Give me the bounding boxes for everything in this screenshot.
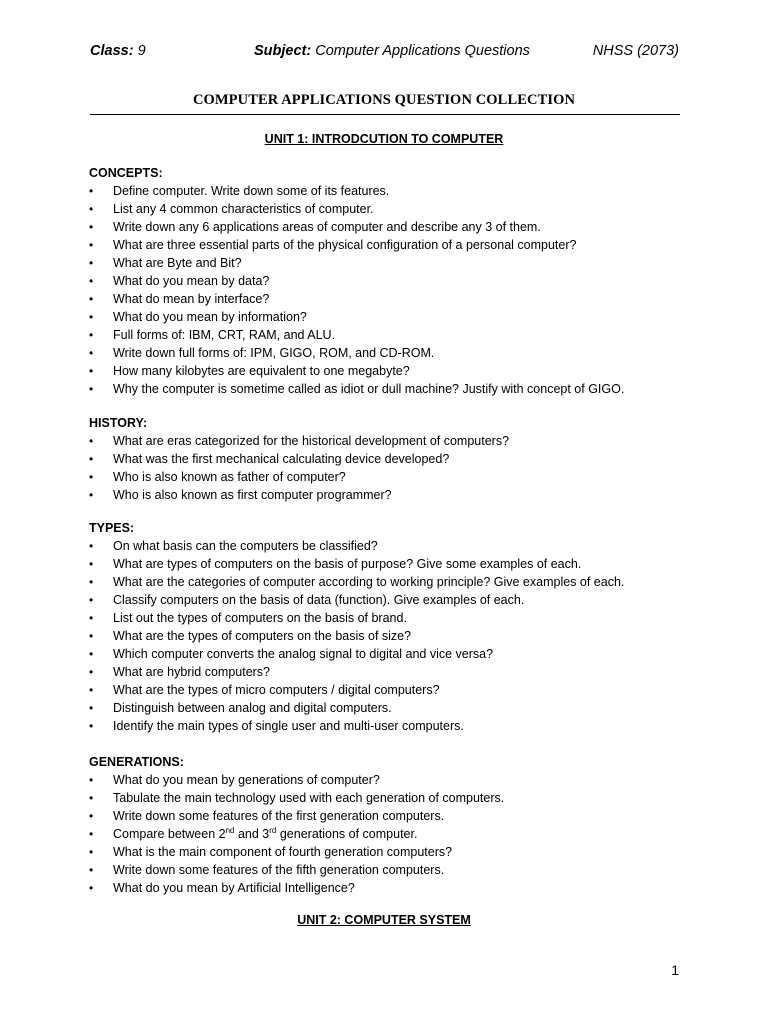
unit-1-heading — [0, 132, 768, 146]
bullet-icon: • — [89, 434, 94, 448]
list-item — [89, 609, 689, 627]
ordinal-suffix: nd — [225, 825, 235, 835]
bullet-icon: • — [89, 665, 94, 679]
question-text: What are the types of computers on the basis of size? — [113, 629, 412, 643]
list-item — [89, 807, 689, 825]
class-value: 9 — [137, 43, 146, 59]
list-item — [89, 344, 689, 362]
question-text: Which computer converts the analog signal to digital and vice versa? — [113, 647, 494, 661]
bullet-icon: • — [89, 364, 94, 378]
question-text: Tabulate the main technology used with each generation of computers. — [113, 791, 505, 805]
bullet-icon: • — [89, 346, 94, 360]
question-text: Who is also known as father of computer? — [113, 470, 346, 484]
list-item — [89, 843, 689, 861]
list-item — [89, 537, 689, 555]
question-text: Write down some features of the first generation computers. — [113, 809, 445, 823]
bullet-icon: • — [89, 452, 94, 466]
bullet-icon: • — [89, 184, 94, 198]
question-text-part: and 3 — [234, 827, 270, 841]
question-text: Write down full forms of: IPM, GIGO, ROM, and CD-ROM. — [113, 346, 435, 360]
question-text: Distinguish between analog and digital computers. — [113, 701, 392, 715]
question-text: How many kilobytes are equivalent to one megabyte? — [113, 364, 410, 378]
bullet-icon: • — [89, 328, 94, 342]
question-list — [89, 537, 689, 735]
unit-2-heading — [0, 913, 768, 927]
question-text: Define computer. Write down some of its features. — [113, 184, 390, 198]
list-item — [89, 717, 689, 735]
question-text: Classify computers on the basis of data (function). Give examples of each. — [113, 593, 525, 607]
section-heading: HISTORY: — [89, 416, 148, 430]
page-header — [90, 43, 679, 63]
bullet-icon: • — [89, 719, 94, 733]
question-text-part: generations of computer. — [276, 827, 418, 841]
unit-2-heading-text: UNIT 2: COMPUTER SYSTEM — [297, 913, 471, 927]
question-text: What do you mean by data? — [113, 274, 270, 288]
question-text: What do you mean by generations of computer? — [113, 773, 380, 787]
list-item — [89, 789, 689, 807]
question-text: What are the types of micro computers / digital computers? — [113, 683, 440, 697]
section-heading: GENERATIONS: — [89, 755, 184, 769]
list-item — [89, 290, 689, 308]
question-text: Why the computer is sometime called as idiot or dull machine? Justify with concept of GIGO. — [113, 382, 625, 396]
question-text-part: Compare between 2 — [113, 827, 226, 841]
list-item — [89, 681, 689, 699]
class-label: Class: — [90, 43, 134, 59]
list-item — [89, 432, 689, 450]
question-text: What was the first mechanical calculating device developed? — [113, 452, 450, 466]
list-item — [89, 573, 689, 591]
class-info — [90, 43, 146, 59]
bullet-icon: • — [89, 647, 94, 661]
list-item — [89, 308, 689, 326]
question-text: Write down some features of the fifth generation computers. — [113, 863, 445, 877]
bullet-icon: • — [89, 809, 94, 823]
question-text: What are hybrid computers? — [113, 665, 271, 679]
bullet-icon: • — [89, 220, 94, 234]
bullet-icon: • — [89, 701, 94, 715]
subject-value: Computer Applications Questions — [315, 43, 530, 59]
list-item — [89, 200, 689, 218]
bullet-icon: • — [89, 827, 94, 841]
bullet-icon: • — [89, 575, 94, 589]
subject-info — [254, 43, 530, 59]
question-text: Identify the main types of single user and multi-user computers. — [113, 719, 464, 733]
list-item — [89, 699, 689, 717]
list-item — [89, 825, 689, 843]
bullet-icon: • — [89, 539, 94, 553]
page-number: 1 — [671, 962, 679, 978]
list-item — [89, 879, 689, 897]
list-item — [89, 254, 689, 272]
bullet-icon: • — [89, 202, 94, 216]
question-text: List any 4 common characteristics of computer. — [113, 202, 374, 216]
bullet-icon: • — [89, 382, 94, 396]
bullet-icon: • — [89, 238, 94, 252]
list-item — [89, 771, 689, 789]
question-text: What are the categories of computer according to working principle? Give examples of each. — [113, 575, 625, 589]
bullet-icon: • — [89, 611, 94, 625]
list-item — [89, 486, 689, 504]
list-item — [89, 272, 689, 290]
unit-1-heading-text: UNIT 1: INTRODCUTION TO COMPUTER — [264, 132, 504, 146]
question-text: What are eras categorized for the historical development of computers? — [113, 434, 510, 448]
list-item — [89, 468, 689, 486]
types-section — [89, 519, 689, 735]
bullet-icon: • — [89, 845, 94, 859]
concepts-section — [89, 164, 689, 398]
bullet-icon: • — [89, 683, 94, 697]
question-text: Full forms of: IBM, CRT, RAM, and ALU. — [113, 328, 336, 342]
question-text: On what basis can the computers be classified? — [113, 539, 378, 553]
subject-label: Subject: — [254, 43, 312, 59]
question-text: What is the main component of fourth generation computers? — [113, 845, 453, 859]
question-text: Write down any 6 applications areas of computer and describe any 3 of them. — [113, 220, 541, 234]
list-item — [89, 645, 689, 663]
bullet-icon: • — [89, 773, 94, 787]
list-item — [89, 555, 689, 573]
list-item — [89, 591, 689, 609]
question-list — [89, 432, 689, 504]
bullet-icon: • — [89, 557, 94, 571]
bullet-icon: • — [89, 292, 94, 306]
ordinal-suffix: rd — [269, 825, 277, 835]
title-divider — [90, 114, 680, 115]
question-text: Who is also known as first computer programmer? — [113, 488, 392, 502]
section-heading: TYPES: — [89, 521, 135, 535]
bullet-icon: • — [89, 881, 94, 895]
bullet-icon: • — [89, 274, 94, 288]
list-item — [89, 362, 689, 380]
bullet-icon: • — [89, 256, 94, 270]
school-info: NHSS (2073) — [592, 43, 679, 59]
bullet-icon: • — [89, 593, 94, 607]
question-text: List out the types of computers on the basis of brand. — [113, 611, 407, 625]
question-text: What are types of computers on the basis of purpose? Give some examples of each. — [113, 557, 582, 571]
list-item — [89, 326, 689, 344]
question-text: What do you mean by information? — [113, 310, 307, 324]
question-text: What are three essential parts of the physical configuration of a personal computer? — [113, 238, 577, 252]
generations-section — [89, 753, 689, 897]
list-item — [89, 861, 689, 879]
bullet-icon: • — [89, 310, 94, 324]
list-item — [89, 663, 689, 681]
list-item — [89, 236, 689, 254]
list-item — [89, 218, 689, 236]
bullet-icon: • — [89, 470, 94, 484]
question-list — [89, 182, 689, 398]
list-item — [89, 380, 689, 398]
question-list — [89, 771, 689, 897]
section-heading: CONCEPTS: — [89, 166, 163, 180]
bullet-icon: • — [89, 629, 94, 643]
history-section — [89, 414, 689, 504]
question-text: What are Byte and Bit? — [113, 256, 242, 270]
document-title: COMPUTER APPLICATIONS QUESTION COLLECTION — [192, 92, 576, 108]
list-item — [89, 182, 689, 200]
question-text: What do mean by interface? — [113, 292, 270, 306]
list-item — [89, 627, 689, 645]
bullet-icon: • — [89, 863, 94, 877]
bullet-icon: • — [89, 791, 94, 805]
question-text: What do you mean by Artificial Intelligence? — [113, 881, 355, 895]
question-text — [113, 827, 417, 841]
bullet-icon: • — [89, 488, 94, 502]
list-item — [89, 450, 689, 468]
